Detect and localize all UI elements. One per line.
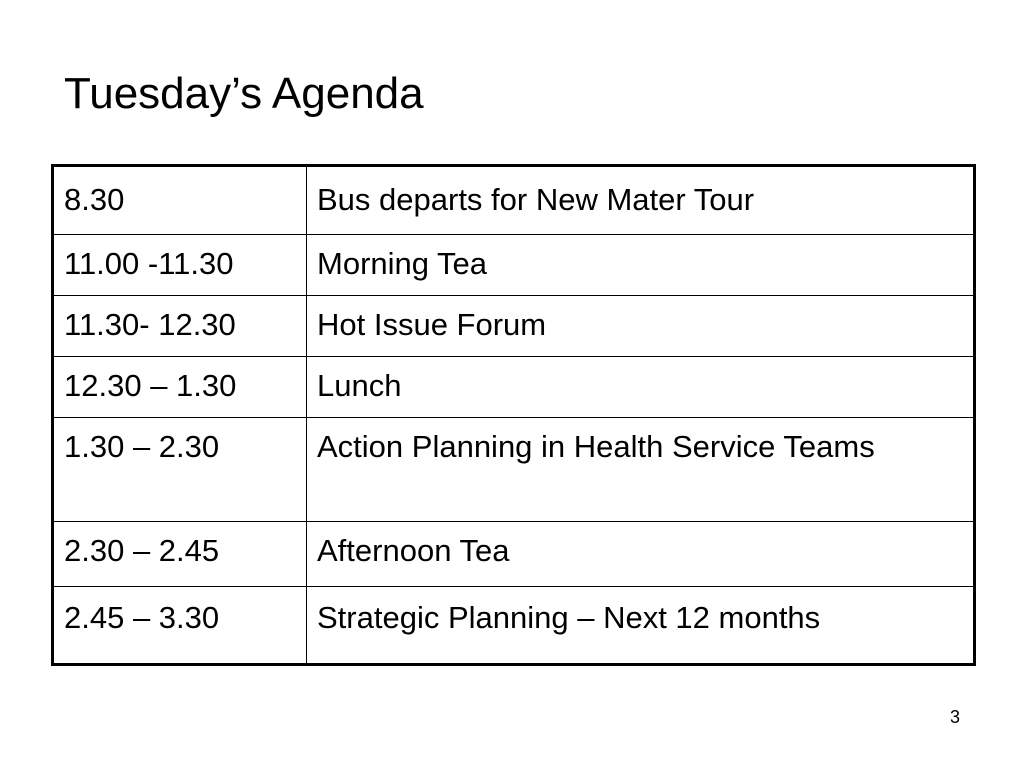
page-number: 3 (950, 707, 961, 727)
time-cell: 11.00 -11.30 (53, 235, 307, 296)
activity-cell: Morning Tea (307, 235, 975, 296)
time-cell: 8.30 (53, 166, 307, 235)
time-cell: 12.30 – 1.30 (53, 357, 307, 418)
table-row (53, 296, 975, 357)
agenda-table (51, 164, 976, 666)
table-row (53, 418, 975, 522)
table-row (53, 587, 975, 665)
activity-cell: Lunch (307, 357, 975, 418)
table-row (53, 166, 975, 235)
table-row (53, 235, 975, 296)
slide-title: Tuesday’s Agenda (64, 69, 424, 118)
time-cell: 2.45 – 3.30 (53, 587, 307, 665)
time-cell: 2.30 – 2.45 (53, 522, 307, 587)
activity-cell: Action Planning in Health Service Teams (307, 418, 975, 522)
activity-cell: Bus departs for New Mater Tour (307, 166, 975, 235)
table-row (53, 522, 975, 587)
time-cell: 1.30 – 2.30 (53, 418, 307, 522)
table-row (53, 357, 975, 418)
activity-cell: Afternoon Tea (307, 522, 975, 587)
activity-cell: Hot Issue Forum (307, 296, 975, 357)
activity-cell: Strategic Planning – Next 12 months (307, 587, 975, 665)
time-cell: 11.30- 12.30 (53, 296, 307, 357)
